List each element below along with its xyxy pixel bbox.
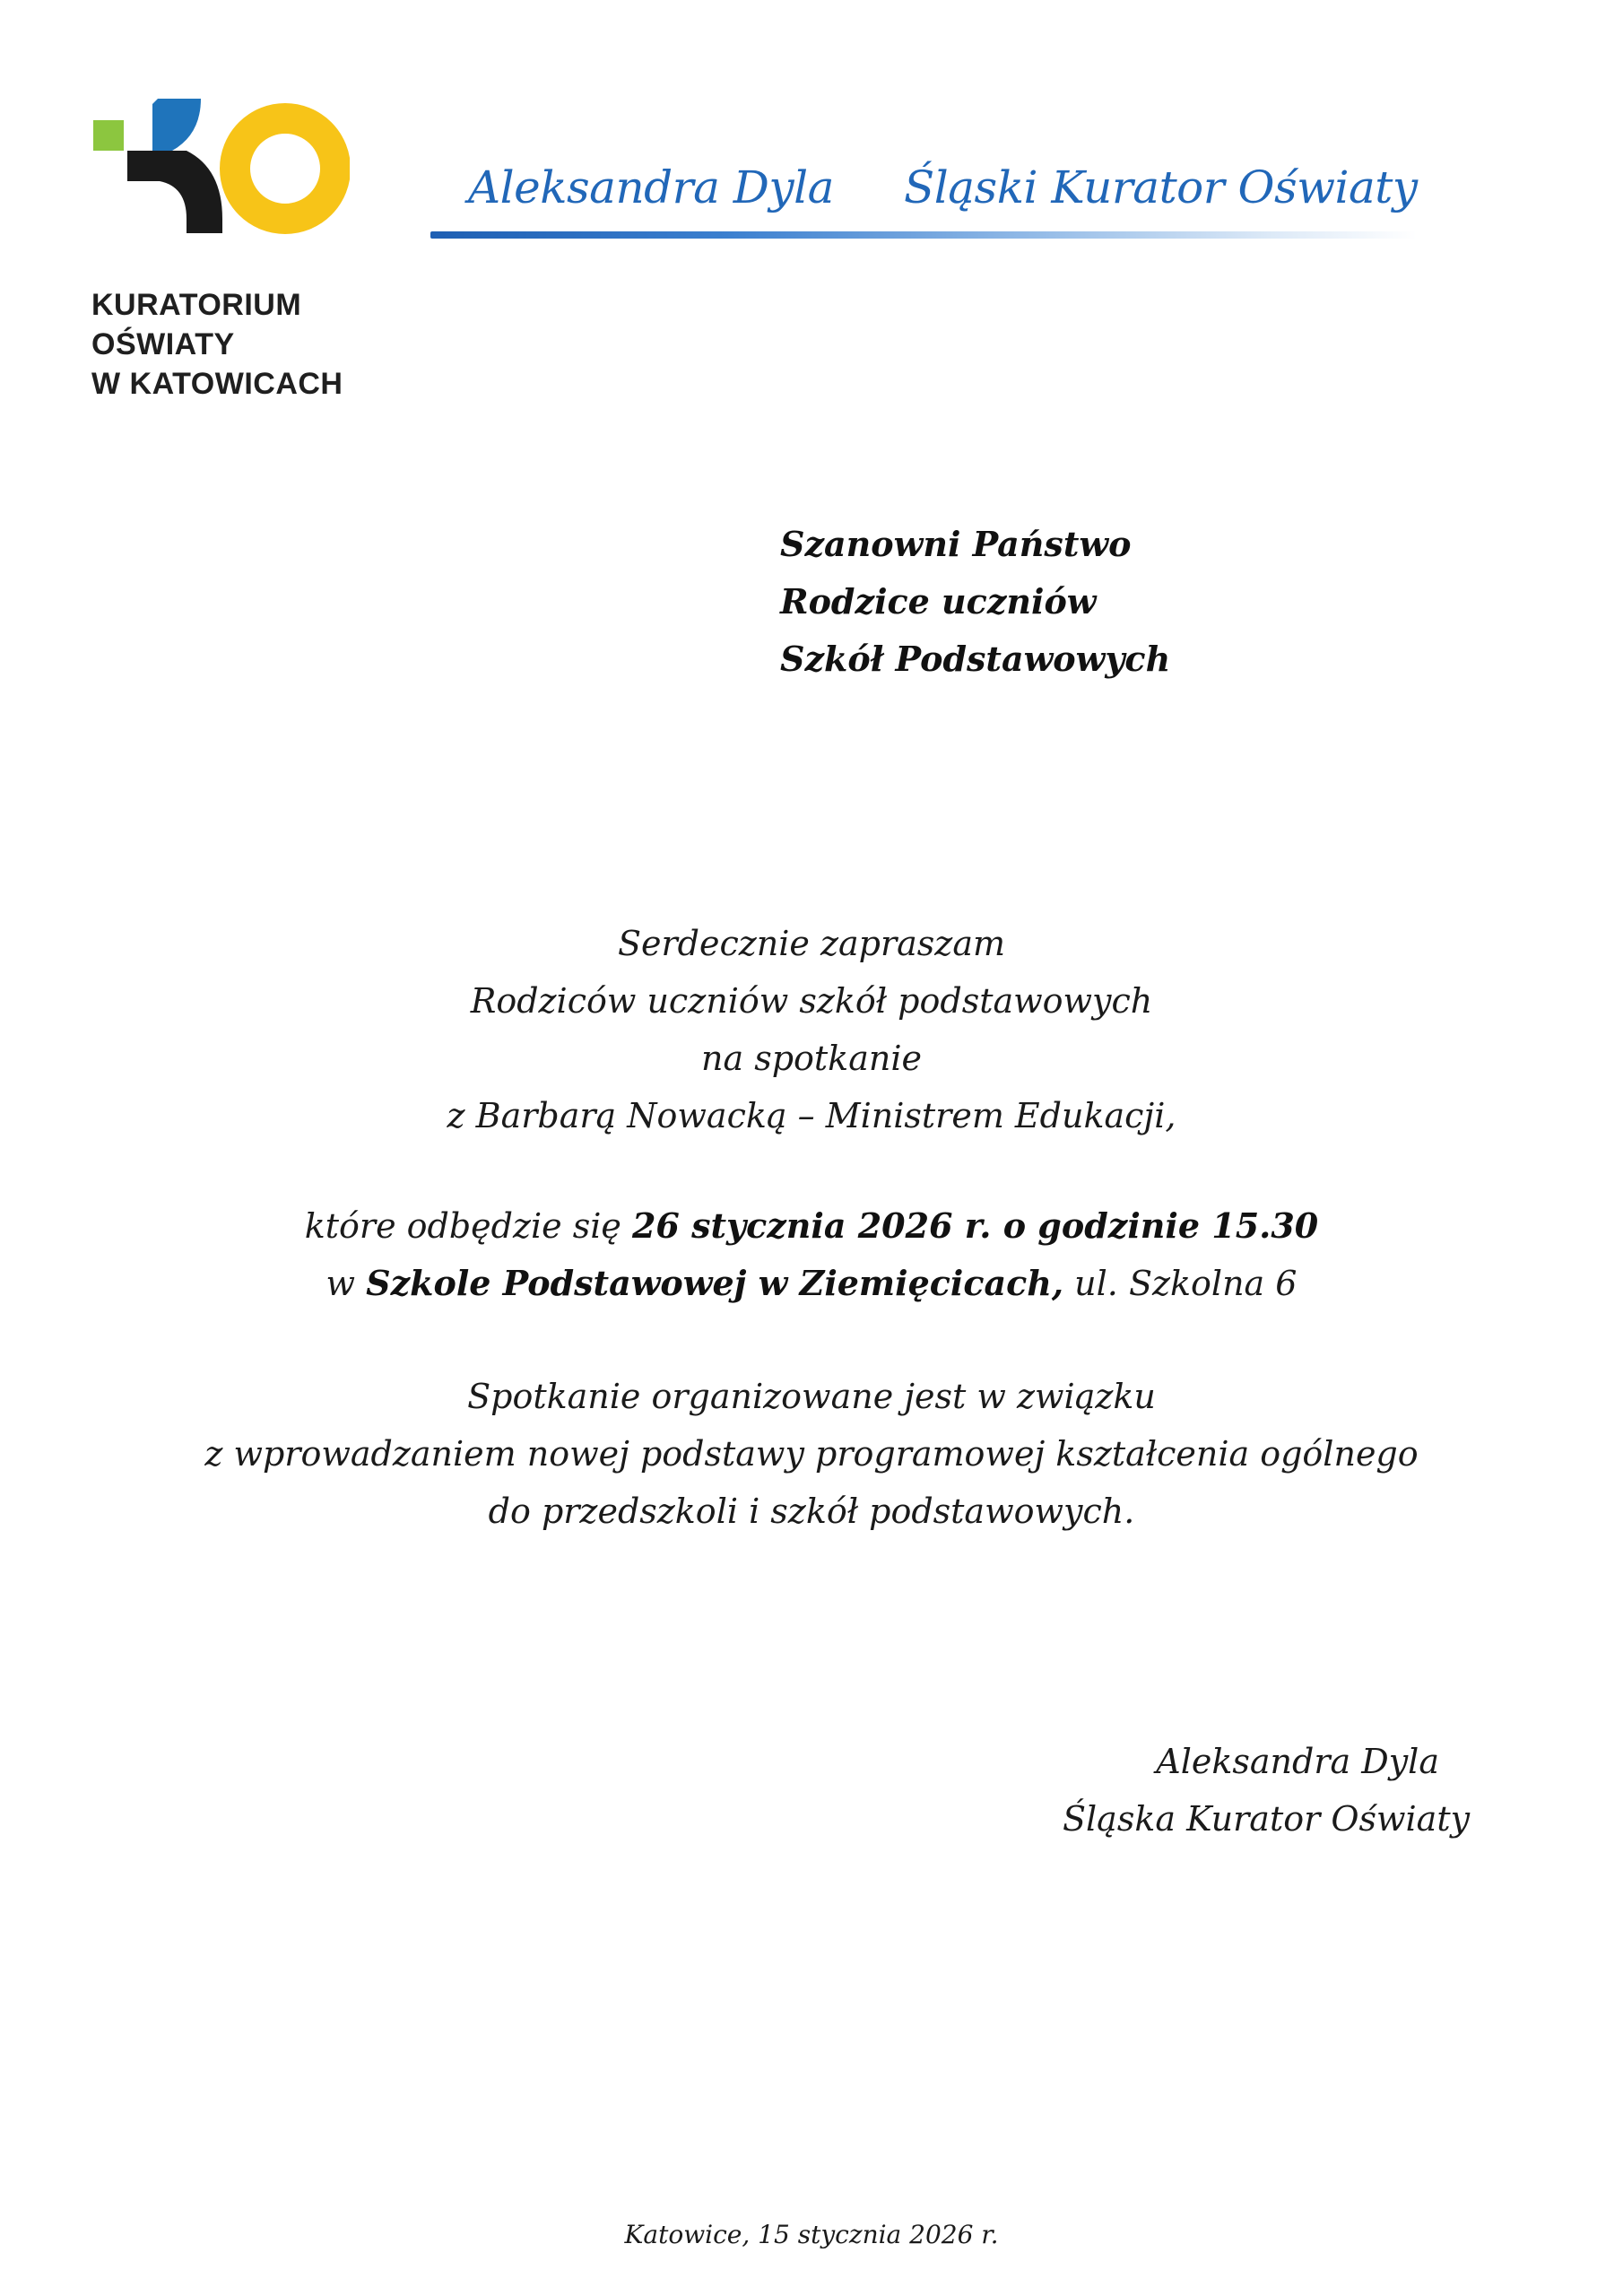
event-date-line (0, 1197, 1623, 1255)
invitation-paragraph (0, 915, 1623, 1144)
letterhead-role: Śląski Kurator Oświaty (904, 161, 1418, 213)
kuratorium-logo (90, 99, 359, 404)
purpose-line: do przedszkoli i szkół podstawowych. (488, 1492, 1135, 1531)
signature-name: Aleksandra Dyla (1156, 1742, 1439, 1781)
purpose-line: z wprowadzaniem nowej podstawy programowej kształcenia ogólnego (204, 1434, 1419, 1474)
purpose-paragraph (0, 1368, 1623, 1540)
signature-block (1063, 1733, 1471, 1848)
logo-line: KURATORIUM (91, 288, 302, 322)
event-venue-line (0, 1255, 1623, 1312)
event-venue-prefix: w (325, 1264, 367, 1303)
event-date-time: 26 stycznia 2026 r. o godzinie 15.30 (631, 1205, 1319, 1246)
purpose-line: Spotkanie organizowane jest w związku (467, 1377, 1156, 1416)
letterhead (430, 152, 1435, 251)
invitation-line: z Barbarą Nowacką – Ministrem Edukacji, (447, 1096, 1176, 1135)
letterhead-name: Aleksandra Dyla (468, 161, 834, 213)
logo-line: OŚWIATY (91, 327, 235, 361)
logo-line: W KATOWICACH (91, 367, 343, 401)
place-and-date: Katowice, 15 stycznia 2026 r. (624, 2220, 999, 2249)
addressee-line: Szkół Podstawowych (780, 639, 1171, 679)
invitation-line: na spotkanie (701, 1039, 922, 1078)
addressee-line: Rodzice uczniów (780, 581, 1097, 622)
addressee-line: Szanowni Państwo (780, 524, 1132, 564)
addressee-block (780, 516, 1170, 688)
logo-wordmark (91, 285, 343, 404)
event-details (0, 1197, 1623, 1312)
invitation-line: Rodziców uczniów szkół podstawowych (470, 981, 1153, 1021)
ko-logo-icon (90, 99, 350, 242)
invitation-line: Serdecznie zapraszam (617, 924, 1006, 963)
signature-role: Śląska Kurator Oświaty (1063, 1799, 1471, 1839)
letterhead-rule (430, 231, 1417, 239)
event-date-prefix: które odbędzie się (304, 1206, 632, 1246)
event-venue-address: ul. Szkolna 6 (1063, 1264, 1298, 1303)
event-venue-name: Szkole Podstawowej w Ziemięcicach, (366, 1263, 1064, 1303)
